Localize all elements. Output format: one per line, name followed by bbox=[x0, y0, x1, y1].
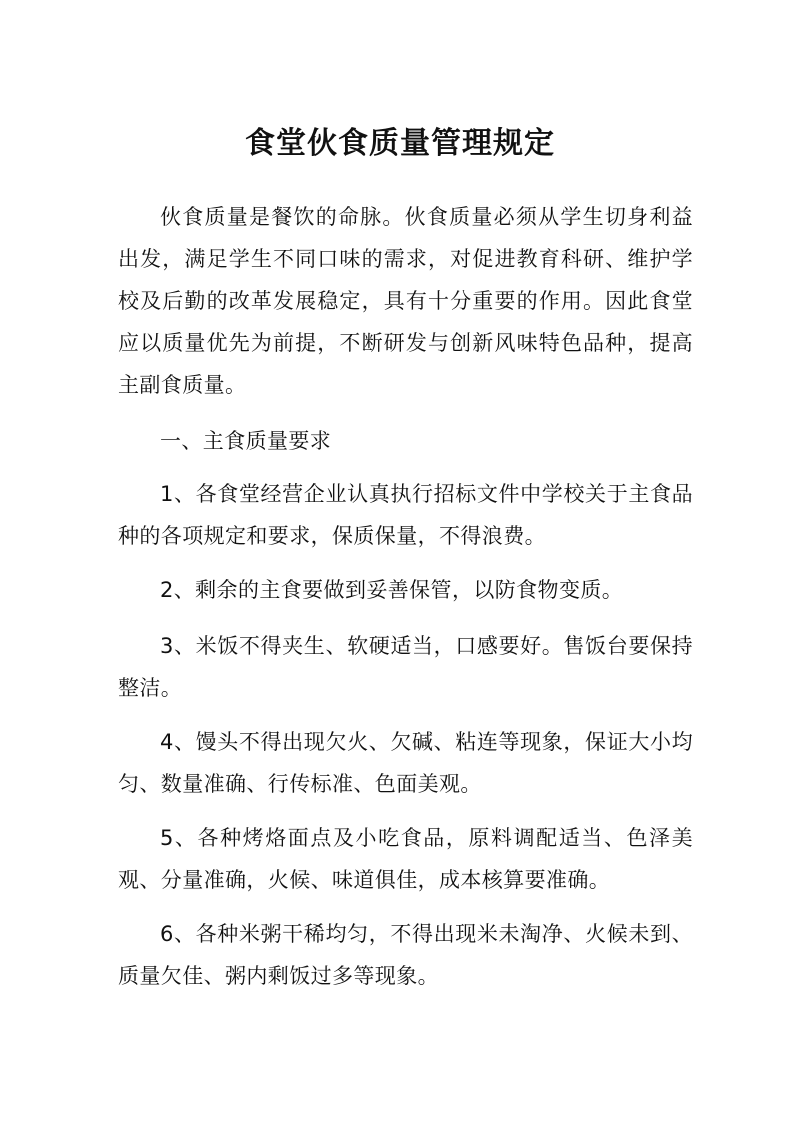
list-item-3: 3、米饭不得夹生、软硬适当，口感要好。售饭台要保持整洁。 bbox=[118, 634, 693, 700]
list-item-1: 1、各食堂经营企业认真执行招标文件中学校关于主食品种的各项规定和要求，保质保量，不得浪费。 bbox=[118, 482, 693, 548]
list-item-2: 2、剩余的主食要做到妥善保管，以防食物变质。 bbox=[160, 578, 624, 602]
list-item-4: 4、馒头不得出现欠火、欠碱、粘连等现象，保证大小均匀、数量准确、行传标准、色面美观。 bbox=[118, 730, 693, 796]
section-heading: 一、主食质量要求 bbox=[160, 429, 332, 453]
list-item-5: 5、各种烤烙面点及小吃食品，原料调配适当、色泽美观、分量准确，火候、味道俱佳，成本核算要准确。 bbox=[118, 826, 693, 892]
document-title: 食堂伙食质量管理规定 bbox=[245, 126, 555, 161]
list-item-6: 6、各种米粥干稀均匀，不得出现米未淘净、火候未到、质量欠佳、粥内剩饭过多等现象。 bbox=[118, 922, 693, 988]
intro-paragraph: 伙食质量是餐饮的命脉。伙食质量必须从学生切身利益出发，满足学生不同口味的需求，对促进教育科研、维护学校及后勤的改革发展稳定，具有十分重要的作用。因此食堂应以质量优先为前提，不断研发与创新风味特色品种，提高主副食质量。 bbox=[118, 205, 693, 397]
